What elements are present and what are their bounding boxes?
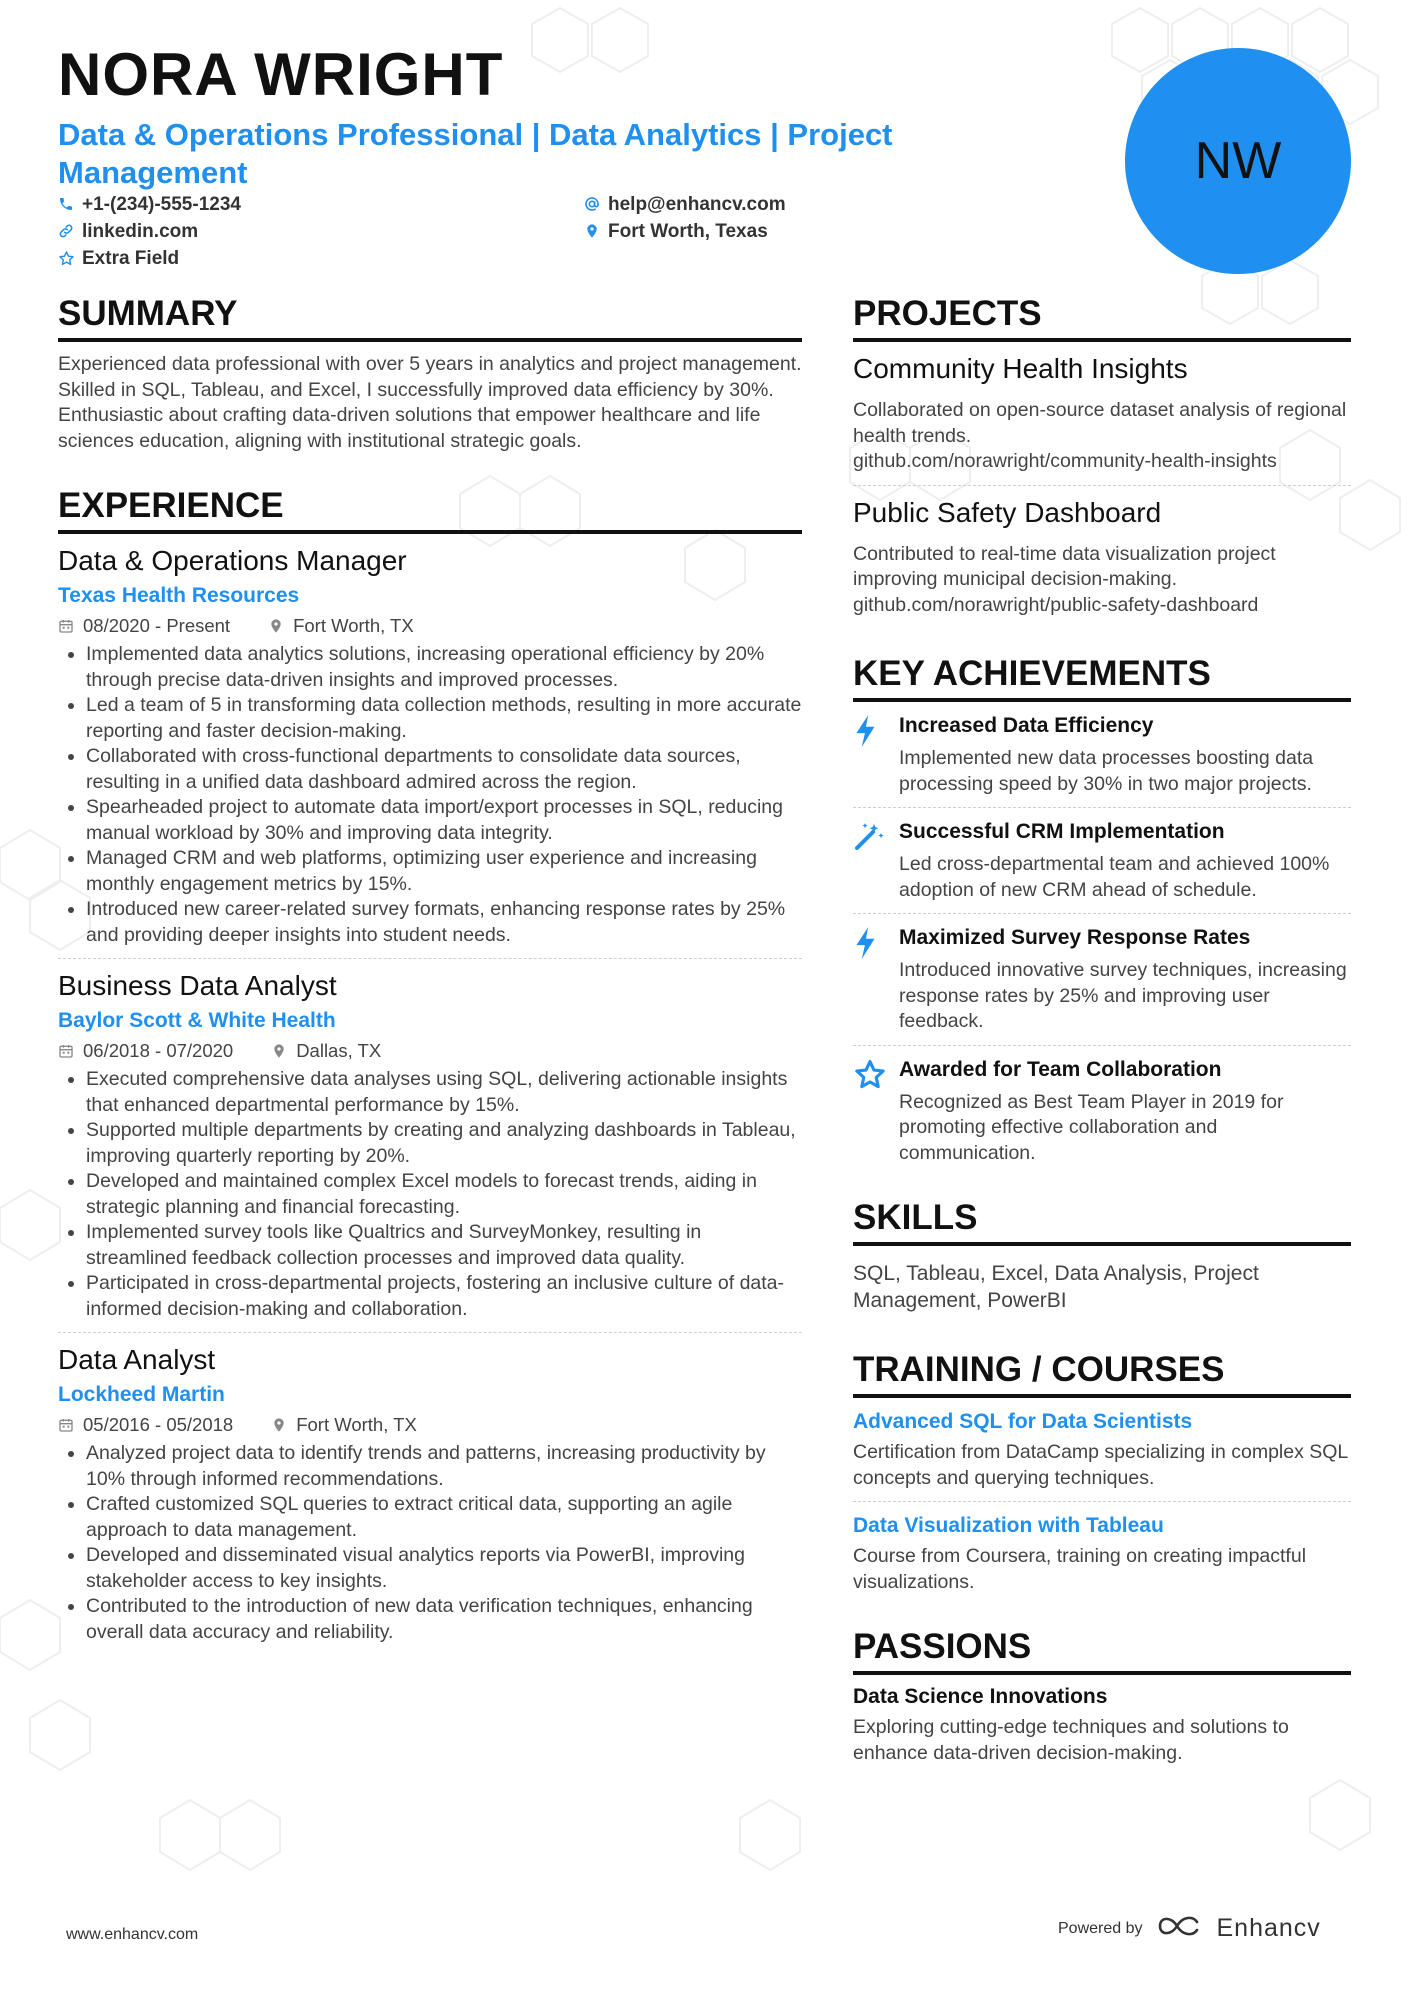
extra-field-text: Extra Field [82, 248, 180, 269]
job-dates: 06/2018 - 07/2020 [83, 1040, 234, 1061]
list-item: • Collaborated with cross-functional departments to consolidate data sources, resulting in a unified data dashboard admired across the region. [86, 744, 802, 795]
section-title-skills: SKILLS [853, 1196, 1351, 1246]
list-item: • Contributed to the introduction of new data verification techniques, enhancing overall data accuracy and reliability. [86, 1594, 802, 1645]
job-dates: 08/2020 - Present [83, 615, 231, 636]
job-title: Business Data Analyst [58, 970, 337, 1001]
section-title-projects: PROJECTS [853, 292, 1351, 342]
achievement-entry [853, 818, 1351, 903]
project-desc [853, 398, 1351, 475]
divider [853, 807, 1351, 808]
divider [853, 485, 1351, 486]
contact-linkedin[interactable] [58, 221, 198, 243]
list-item: • Managed CRM and web platforms, optimizing user experience and increasing monthly engagement metrics by 15%. [86, 846, 802, 897]
job-title: Data & Operations Manager [58, 545, 407, 576]
right-column [853, 292, 1351, 1766]
course-title: Advanced SQL for Data Scientists [853, 1410, 1193, 1433]
divider [853, 913, 1351, 914]
candidate-name: NORA WRIGHT [58, 41, 504, 108]
skills-text: SQL, Tableau, Excel, Data Analysis, Project Management, PowerBI [853, 1262, 1259, 1312]
section-title-passions: PASSIONS [853, 1625, 1351, 1675]
course-title: Data Visualization with Tableau [853, 1514, 1164, 1537]
company-name: Texas Health Resources [58, 584, 300, 607]
section-title-training: TRAINING / COURSES [853, 1348, 1351, 1398]
calendar-icon [58, 1417, 75, 1434]
star-outline-icon [58, 250, 76, 268]
job-location: Fort Worth, TX [293, 615, 414, 636]
summary-text: Experienced data professional with over 5 years in analytics and project management. Skilled in SQL, Tableau, and Excel, I successfully improved data efficiency by 30%. Enthusiastic about crafting data-driven solutions that empower healthcare and life sciences education, aligning with institutional strategic goals. [58, 353, 802, 452]
achievement-desc: Introduced innovative survey techniques, increasing response rates by 25% and improving user feedback. [899, 959, 1347, 1032]
location-text: Fort Worth, Texas [608, 221, 768, 242]
list-item: • Crafted customized SQL queries to extract critical data, supporting an agile approach to data management. [86, 1492, 802, 1543]
achievement-desc: Led cross-departmental team and achieved 100% adoption of new CRM ahead of schedule. [899, 853, 1330, 901]
linkedin-text: linkedin.com [82, 221, 199, 242]
calendar-icon [58, 618, 75, 635]
phone-icon [58, 196, 76, 214]
training-section [853, 1348, 1351, 1595]
headline: Data & Operations Professional | Data Analytics | Project Management [58, 117, 893, 190]
skills-section [853, 1196, 1351, 1314]
achievement-entry [853, 1056, 1351, 1167]
project-desc-text: Contributed to real-time data visualization project improving municipal decision-making. [853, 542, 1276, 590]
job-location: Dallas, TX [296, 1040, 382, 1061]
company-name: Baylor Scott & White Health [58, 1009, 336, 1032]
list-item: • Supported multiple departments by creating and analyzing dashboards in Tableau, improving quarterly reporting by 20%. [86, 1118, 802, 1169]
divider [853, 1045, 1351, 1046]
list-item: • Implemented survey tools like Qualtrics and SurveyMonkey, resulting in streamlined feedback collection processes and improved data quality. [86, 1220, 802, 1271]
email-text: help@enhancv.com [608, 194, 786, 215]
phone-text: +1-(234)-555-1234 [82, 194, 241, 215]
experience-entry [58, 544, 802, 959]
project-desc-text: Collaborated on open-source dataset analysis of regional health trends. [853, 399, 1347, 447]
left-column [58, 292, 802, 1645]
projects-section [853, 292, 1351, 618]
experience-entry [58, 1343, 802, 1645]
job-meta [58, 614, 802, 638]
lightning-icon [853, 924, 899, 1035]
job-meta [58, 1413, 802, 1437]
list-item: • Led a team of 5 in transforming data collection methods, resulting in more accurate reporting and faster decision-making. [86, 693, 802, 744]
contact-phone[interactable] [58, 194, 241, 216]
list-item: • Executed comprehensive data analyses using SQL, delivering actionable insights that enhanced departmental performance by 15%. [86, 1067, 802, 1118]
star-icon [853, 1056, 899, 1167]
passion-desc: Exploring cutting-edge techniques and solutions to enhance data-driven decision-making. [853, 1716, 1289, 1764]
passion-title: Data Science Innovations [853, 1685, 1108, 1708]
achievement-entry [853, 712, 1351, 797]
achievement-title: Successful CRM Implementation [899, 820, 1225, 843]
list-item: • Analyzed project data to identify trends and patterns, increasing productivity by 10% through informed recommendations. [86, 1441, 802, 1492]
list-item: • Participated in cross-departmental projects, fostering an inclusive culture of data-informed decision-making and collaboration. [86, 1271, 802, 1322]
calendar-icon [58, 1043, 75, 1060]
course-desc: Certification from DataCamp specializing in complex SQL concepts and querying techniques. [853, 1441, 1348, 1489]
achievement-entry [853, 924, 1351, 1035]
divider [58, 1332, 802, 1333]
contact-location [584, 221, 768, 243]
achievement-title: Awarded for Team Collaboration [899, 1057, 1222, 1081]
lightning-icon [853, 712, 899, 797]
divider [58, 958, 802, 959]
project-entry [853, 352, 1351, 486]
job-bullets [58, 1067, 802, 1322]
list-item: • Developed and maintained complex Excel models to forecast trends, aiding in strategic planning and financial forecasting. [86, 1169, 802, 1220]
achievements-section [853, 652, 1351, 1166]
project-title: Public Safety Dashboard [853, 496, 1162, 528]
course-desc: Course from Coursera, training on creating impactful visualizations. [853, 1545, 1307, 1593]
list-item: • Developed and disseminated visual analytics reports via PowerBI, improving stakeholder access to key insights. [86, 1543, 802, 1594]
passions-section [853, 1625, 1351, 1766]
achievement-desc: Recognized as Best Team Player in 2019 for promoting effective collaboration and communication. [899, 1090, 1284, 1164]
list-item: • Spearheaded project to automate data import/export processes in SQL, reducing manual workload by 30% and improving data integrity. [86, 795, 802, 846]
achievement-title: Increased Data Efficiency [899, 714, 1154, 737]
job-meta [58, 1039, 802, 1063]
avatar: NW [1125, 48, 1351, 274]
job-location: Fort Worth, TX [296, 1414, 417, 1435]
experience-section [58, 484, 802, 1645]
course-entry [853, 1512, 1351, 1595]
list-item: • Implemented data analytics solutions, increasing operational efficiency by 20% through precise data-driven insights and improved processes. [86, 642, 802, 693]
company-name: Lockheed Martin [58, 1383, 225, 1406]
project-desc [853, 542, 1351, 619]
job-dates: 05/2016 - 05/2018 [83, 1414, 234, 1435]
list-item: • Introduced new career-related survey formats, enhancing response rates by 25% and providing deeper insights into student needs. [86, 897, 802, 948]
achievement-title: Maximized Survey Response Rates [899, 926, 1251, 949]
course-entry [853, 1408, 1351, 1502]
section-title-summary: SUMMARY [58, 292, 802, 342]
footer-website[interactable]: www.enhancv.com [66, 1926, 199, 1943]
divider [853, 1501, 1351, 1502]
job-title: Data Analyst [58, 1344, 216, 1375]
experience-entry [58, 969, 802, 1333]
contact-email[interactable] [584, 194, 786, 216]
magic-wand-icon [853, 818, 899, 903]
enhancv-logo-icon [1157, 1914, 1203, 1943]
section-title-experience: EXPERIENCE [58, 484, 802, 534]
link-icon [58, 223, 76, 241]
project-link[interactable]: github.com/norawright/community-health-insights [853, 450, 1277, 472]
project-link[interactable]: github.com/norawright/public-safety-dashboard [853, 593, 1259, 616]
achievement-desc: Implemented new data processes boosting data processing speed by 30% in two major projects. [899, 747, 1314, 795]
powered-by-text: Powered by [1058, 1919, 1143, 1937]
location-pin-icon [268, 618, 285, 635]
location-pin-icon [271, 1043, 288, 1060]
at-icon [584, 196, 602, 214]
location-pin-icon [584, 223, 602, 241]
location-pin-icon [271, 1417, 288, 1434]
contact-extra [58, 248, 179, 270]
project-title: Community Health Insights [853, 353, 1188, 384]
project-entry [853, 496, 1351, 619]
footer-branding [1058, 1914, 1321, 1943]
job-bullets [58, 1441, 802, 1645]
brand-name: Enhancv [1216, 1914, 1321, 1942]
section-title-achievements: KEY ACHIEVEMENTS [853, 652, 1351, 702]
job-bullets [58, 642, 802, 948]
summary-section [58, 292, 802, 454]
